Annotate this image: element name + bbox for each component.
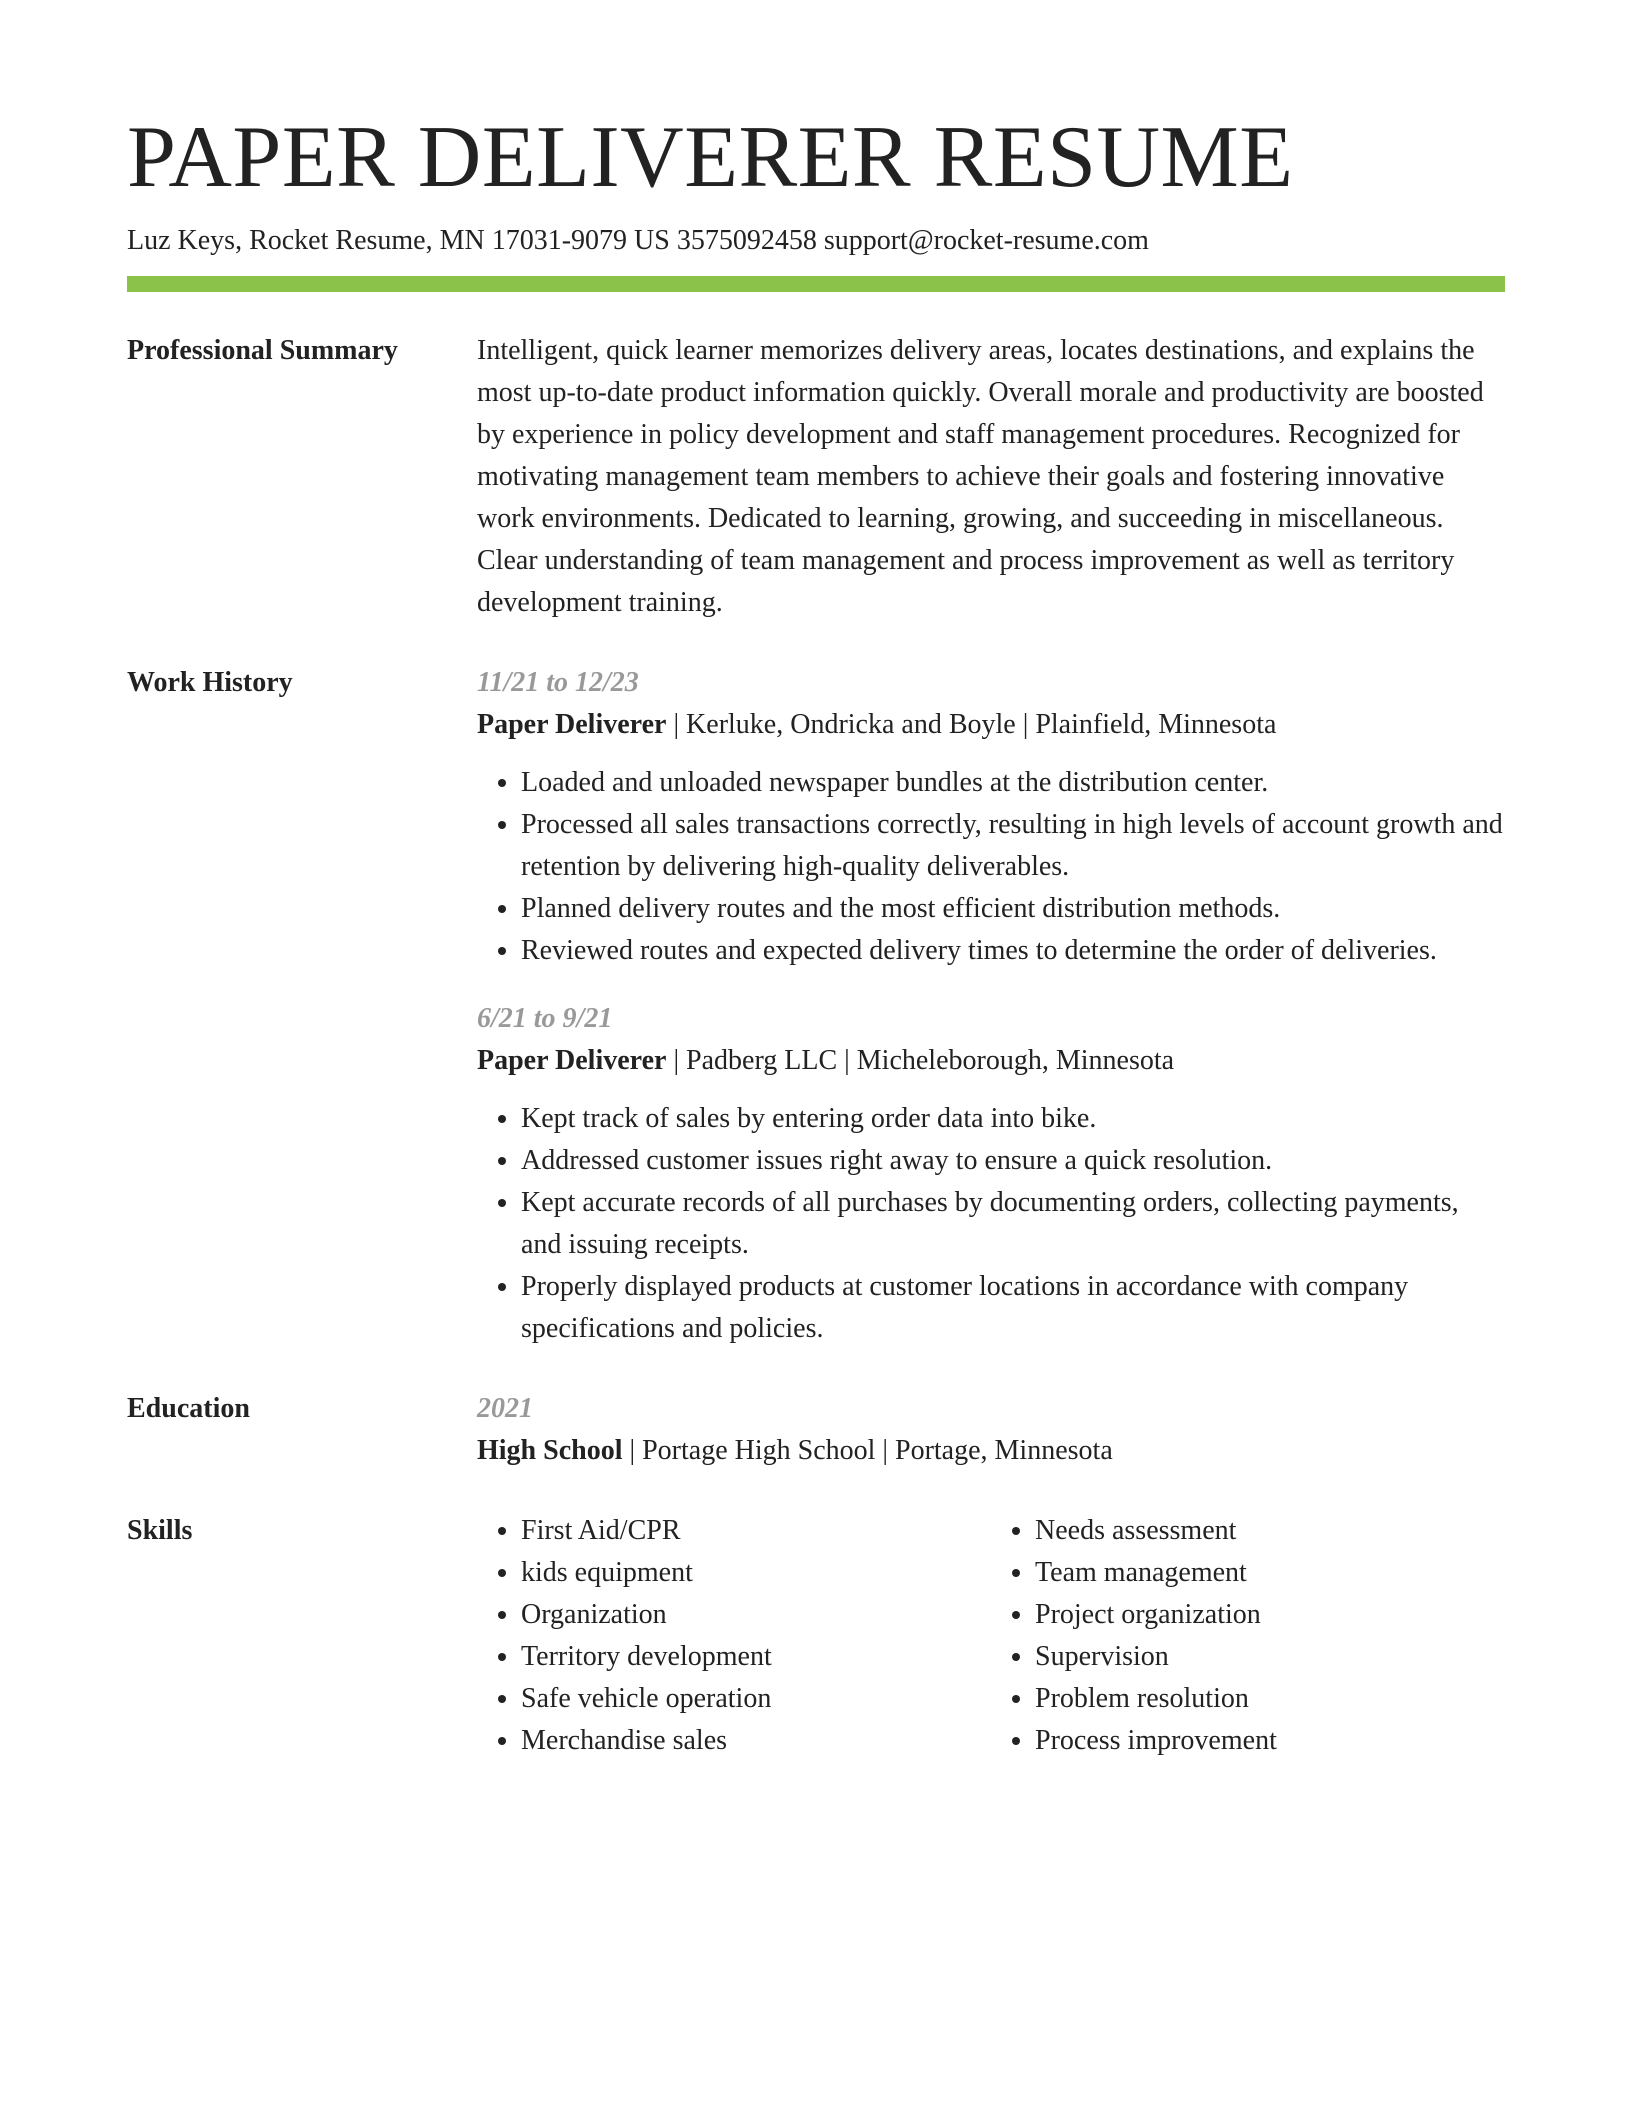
education-heading (477, 1430, 1505, 1472)
work-history-body (477, 662, 1505, 1350)
summary-section (127, 330, 1505, 624)
job-details: | Kerluke, Ondricka and Boyle | Plainfield, Minnesota (666, 708, 1277, 740)
summary-text: Intelligent, quick learner memorizes delivery areas, locates destinations, and explains the most up-to-date product information quickly. Overall morale and productivity are boosted by experience in policy development and staff management procedures. Recognized for motivating management team members to achieve their goals and fostering innovative work environments. Dedicated to learning, growing, and succeeding in miscellaneous. Clear understanding of team management and process improvement as well as territory development training. (477, 334, 1484, 618)
education-degree: High School (477, 1434, 623, 1466)
skill-item: • kids equipment (521, 1552, 991, 1594)
work-history-section (127, 662, 1505, 1350)
skill-item: • Process improvement (1035, 1720, 1505, 1762)
skill-item: • Team management (1035, 1552, 1505, 1594)
job-bullet: • Loaded and unloaded newspaper bundles at the distribution center. (521, 762, 1505, 804)
accent-divider (127, 276, 1505, 292)
job-bullet: • Addressed customer issues right away to ensure a quick resolution. (521, 1140, 1505, 1182)
job-date: 11/21 to 12/23 (477, 666, 639, 698)
job-bullet: • Planned delivery routes and the most efficient distribution methods. (521, 888, 1505, 930)
section-label-work: Work History (127, 666, 293, 698)
skill-item: • Organization (521, 1594, 991, 1636)
education-section (127, 1388, 1505, 1472)
job-heading (477, 1040, 1505, 1082)
skill-item: • Safe vehicle operation (521, 1678, 991, 1720)
skill-item: • Problem resolution (1035, 1678, 1505, 1720)
job-heading (477, 704, 1505, 746)
skill-item: • First Aid/CPR (521, 1510, 991, 1552)
skill-item: • Merchandise sales (521, 1720, 991, 1762)
section-label-education: Education (127, 1392, 250, 1424)
job-bullets (477, 762, 1505, 972)
contact-line: Luz Keys, Rocket Resume, MN 17031-9079 US 3575092458 support@rocket-resume.com (127, 225, 1149, 257)
education-details: | Portage High School | Portage, Minnesota (622, 1434, 1113, 1466)
job-bullets (477, 1098, 1505, 1350)
job-bullet: • Kept track of sales by entering order data into bike. (521, 1098, 1505, 1140)
education-body (477, 1388, 1505, 1472)
job-role: Paper Deliverer (477, 708, 667, 740)
job-bullet: • Processed all sales transactions correctly, resulting in high levels of account growth and retention by delivering high-quality deliverables. (521, 804, 1505, 888)
skill-item: • Territory development (521, 1636, 991, 1678)
job-bullet: • Properly displayed products at customer locations in accordance with company specifications and policies. (521, 1266, 1505, 1350)
job-bullet: • Reviewed routes and expected delivery times to determine the order of deliveries. (521, 930, 1505, 972)
skill-item: • Needs assessment (1035, 1510, 1505, 1552)
job-entry (477, 662, 1505, 972)
skills-list-left (477, 1510, 991, 1762)
summary-body (477, 330, 1505, 624)
job-role: Paper Deliverer (477, 1044, 667, 1076)
section-label-summary: Professional Summary (127, 334, 398, 366)
skills-list-right (991, 1510, 1505, 1762)
resume-title: PAPER DELIVERER RESUME (127, 109, 1294, 206)
education-date: 2021 (477, 1392, 533, 1424)
job-entry (477, 998, 1505, 1350)
job-details: | Padberg LLC | Micheleborough, Minnesota (666, 1044, 1175, 1076)
skills-section (127, 1510, 1505, 1762)
skills-body (477, 1510, 1505, 1762)
job-date: 6/21 to 9/21 (477, 1002, 613, 1034)
skill-item: • Project organization (1035, 1594, 1505, 1636)
skill-item: • Supervision (1035, 1636, 1505, 1678)
job-bullet: • Kept accurate records of all purchases by documenting orders, collecting payments, and issuing receipts. (521, 1182, 1505, 1266)
section-label-skills: Skills (127, 1514, 193, 1546)
